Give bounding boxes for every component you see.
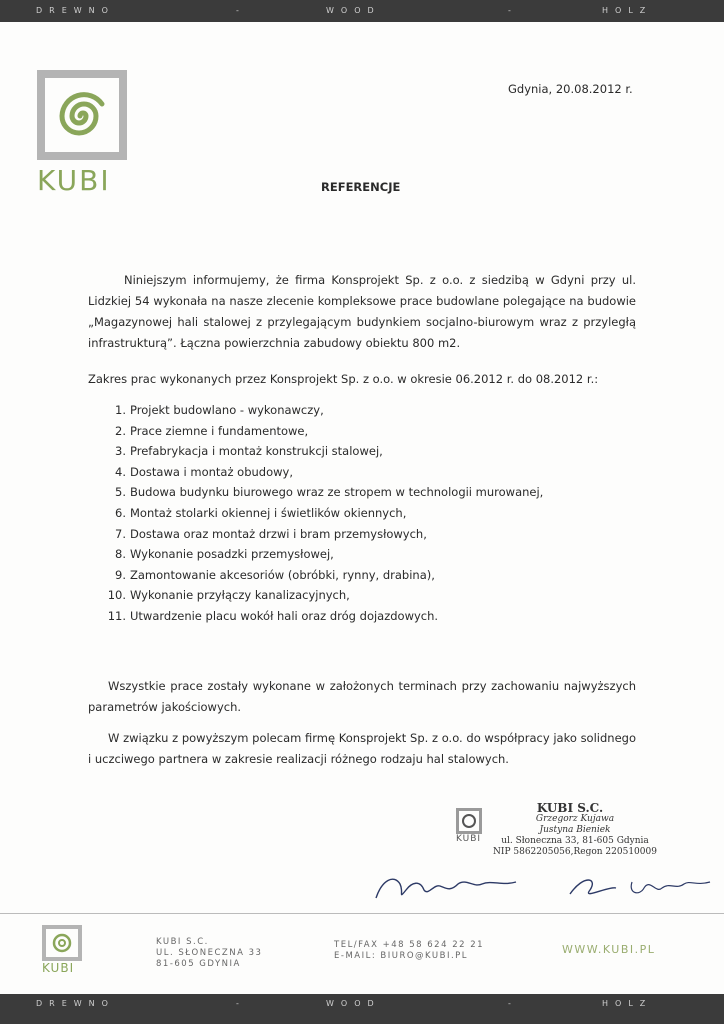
band-sep: - (236, 6, 246, 15)
stamp-ids: NIP 5862205056,Regon 220510009 (493, 847, 657, 857)
intro-paragraph: Niniejszym informujemy, że firma Konsprojekt Sp. z o.o. z siedzibą w Gdyni przy ul. Lidzkiej 54 wykonała na nasze zlecenie kompleksowe prace budowlane polegające na budowie „Magazynowej hali stalowej z przylegającym budynkiem socjalno-biurowym wraz z przyległą infrastrukturą”. Łączna powierzchnia zabudowy obiektu 800 m2. (88, 273, 636, 350)
footer-logo-text: KUBI (42, 961, 75, 975)
document-date: Gdynia, 20.08.2012 r. (508, 82, 633, 96)
footer-logo (42, 925, 82, 975)
company-stamp (490, 803, 660, 858)
band-center: WOOD (326, 6, 381, 15)
scope-line: Zakres prac wykonanych przez Konsprojekt Sp. z o.o. w okresie 06.2012 r. do 08.2012 r.: (88, 372, 599, 386)
band-center: WOOD (326, 999, 381, 1008)
closing-paragraph-2: W związku z powyższym polecam firmę Konsprojekt Sp. z o.o. do współpracy jako solidnego i uczciwego partnera w zakresie realizacji różnego rodzaju hal stalowych. (88, 731, 636, 766)
signature (370, 860, 720, 910)
kubi-spiral-icon (456, 808, 482, 834)
item-number: 8. (115, 547, 126, 562)
item-text: Prace ziemne i fundamentowe, (130, 423, 309, 438)
stamp-person: Justyna Bieniek (539, 825, 611, 835)
list-item (88, 421, 543, 442)
footer-band (0, 994, 724, 1024)
stamp-address: ul. Słoneczna 33, 81-605 Gdynia (501, 836, 649, 846)
footer-contact (334, 940, 484, 962)
band-right: HOLZ (602, 999, 653, 1008)
item-number: 7. (115, 526, 126, 541)
footer-email: E-MAIL: BIURO@KUBI.PL (334, 951, 469, 961)
band-left: DREWNO (36, 6, 115, 15)
footer-website-link[interactable]: WWW.KUBI.PL (562, 943, 656, 956)
list-item (88, 565, 543, 586)
item-text: Utwardzenie placu wokół hali oraz dróg dojazdowych. (130, 608, 439, 623)
list-item (88, 503, 543, 524)
footer-street: UL. SŁONECZNA 33 (156, 948, 263, 958)
footer-phone: TEL/FAX +48 58 624 22 21 (334, 940, 485, 950)
band-left: DREWNO (36, 999, 115, 1008)
logo-text: KUBI (37, 164, 111, 197)
list-item (88, 400, 543, 421)
item-text: Budowa budynku biurowego wraz ze stropem w technologii murowanej, (130, 485, 544, 500)
item-text: Dostawa i montaż obudowy, (130, 464, 293, 479)
item-number: 10. (107, 588, 126, 603)
list-item (88, 441, 543, 462)
list-item (88, 524, 543, 545)
stamp-company: KUBI S.C. (536, 801, 604, 815)
item-number: 4. (115, 464, 126, 479)
stamp-logo-text: KUBI (456, 834, 482, 844)
stamp-logo (456, 808, 482, 844)
list-item (88, 544, 543, 565)
kubi-spiral-icon (42, 925, 82, 961)
stamp-person: Grzegorz Kujawa (535, 814, 615, 824)
list-item (88, 482, 543, 503)
kubi-spiral-icon (37, 70, 127, 160)
item-number: 9. (115, 567, 126, 582)
header-band (0, 0, 724, 22)
item-text: Prefabrykacja i montaż konstrukcji stalowej, (130, 444, 383, 459)
item-number: 2. (115, 423, 126, 438)
item-text: Zamontowanie akcesoriów (obróbki, rynny, drabina), (130, 567, 435, 582)
list-item (88, 606, 543, 627)
footer-city: 81-605 GDYNIA (156, 959, 241, 969)
footer-divider (0, 913, 724, 914)
item-text: Projekt budowlano - wykonawczy, (130, 403, 324, 417)
band-sep: - (508, 6, 518, 15)
band-sep: - (508, 999, 518, 1008)
item-text: Dostawa oraz montaż drzwi i bram przemysłowych, (130, 526, 427, 541)
company-logo (37, 70, 127, 197)
footer-company: KUBI S.C. (156, 937, 209, 947)
closing-paragraph-1: Wszystkie prace zostały wykonane w założonych terminach przy zachowaniu najwyższych parametrów jakościowych. (88, 679, 636, 714)
item-number: 5. (115, 485, 126, 500)
works-list (88, 400, 543, 627)
list-item (88, 585, 543, 606)
item-number: 1. (115, 403, 126, 417)
band-right: HOLZ (602, 6, 653, 15)
list-item (88, 462, 543, 483)
band-sep: - (236, 999, 246, 1008)
item-number: 6. (115, 505, 126, 520)
item-text: Wykonanie posadzki przemysłowej, (130, 547, 334, 562)
item-number: 3. (115, 444, 126, 459)
item-text: Montaż stolarki okiennej i świetlików okiennych, (130, 505, 407, 520)
item-number: 11. (107, 608, 126, 623)
footer-address (156, 937, 262, 970)
document-title: REFERENCJE (321, 180, 401, 194)
item-text: Wykonanie przyłączy kanalizacyjnych, (130, 588, 350, 603)
